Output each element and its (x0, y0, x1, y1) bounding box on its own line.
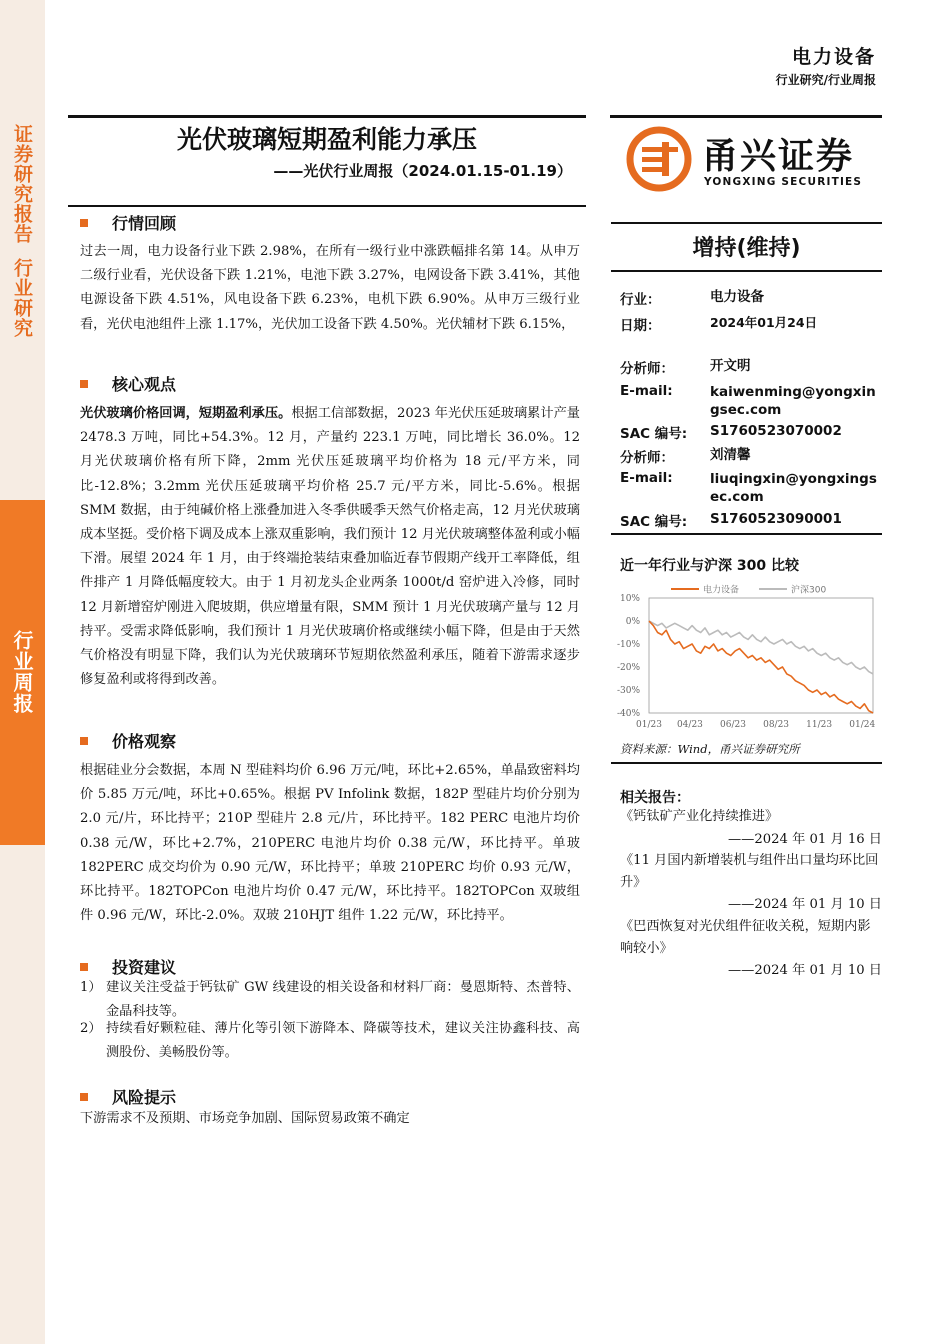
sidebar-label-research: 行业研究 (11, 258, 33, 338)
y-tick-label: -20% (616, 663, 640, 673)
legend-label: 电力设备 (703, 585, 740, 596)
chart-title: 近一年行业与沪深 300 比较 (620, 558, 799, 574)
bullet-icon (80, 219, 88, 227)
y-tick-label: 10% (619, 594, 640, 604)
logo-cn-text: 甬兴证券 (702, 136, 855, 177)
series-line-industry (649, 621, 873, 713)
price-paragraph: 根据硅业分会数据，本周 N 型硅料均价 6.96 万元/吨，环比+2.65%，单晶致密料均价 5.85 万元/吨，环比+0.65%。根据 PV Infolink 数据，182P 型硅片均价分别为 2.0 元/片，环比持平；210P 型硅片 2.8 元/片，环比持平。182 PERC 电池片均价 0.38 元/W，环比+2.7%，210PERC 电池片均价 0.38 元/W，环比持平。单玻 182PERC 成交均价为 0.90 元/W，环比持平；单玻 210PERC 均价 0.93 元/W，环比持平。182TOPCon 电池片均价 0.47 元/W，环比持平。182TOPCon 双玻组件 0.96 元/W，环比-2.0%。双玻 210HJT 组件 1.22 元/W，环比持平。 (80, 763, 580, 924)
x-tick-label: 11/23 (806, 720, 833, 730)
related-report-title: 《钙钛矿产业化持续推进》 (620, 809, 779, 824)
section-heading-risk (80, 1085, 176, 1108)
report-title: 光伏玻璃短期盈利能力承压 (176, 125, 477, 154)
sidebar (0, 0, 45, 1344)
sidebar-label-weekly: 行业周报 (10, 630, 34, 714)
meta-label: 分析师： (620, 361, 674, 377)
analyst-name: 开文明 (710, 358, 751, 374)
company-logo (626, 126, 876, 196)
meta-label: 日期： (620, 318, 661, 334)
section-heading-invest (80, 955, 176, 978)
meta-label: 分析师： (620, 450, 674, 466)
logo-mark-icon (626, 126, 692, 192)
section-heading-market (80, 211, 176, 234)
meta-label: E-mail: (620, 383, 673, 399)
analyst-email: liuqingxin@yongxingsec.com (710, 471, 877, 505)
x-tick-label: 01/24 (849, 720, 876, 730)
core-view-body: 根据工信部数据，2023 年光伏压延玻璃累计产量 2478.3 万吨，同比+54.3%。12 月，产量约 223.1 万吨，同比增长 36.0%。12 月光伏玻璃价格有所下降，2mm 光伏压延玻璃平均价格为 18 元/平方米，同比-12.8%；3.2mm 光伏压延玻璃平均价格 25.7 元/平方米，同比-5.6%。根据 SMM 数据，由于纯碱价格上涨叠加进入冬季供暖季天然气价格走高，12 月光伏玻璃成本坚挺。受价格下调及成本上涨双重影响，我们预计 12 月光伏玻璃整体盈利或小幅下滑。展望 2024 年 1 月，由于终端抢装结束叠加临近春节假期产线开工率降低，组件排产 1 月降低幅度较大。由于 1 月初龙头企业两条 1000t/d 窑炉进入冷修，同时 12 月新增窑炉刚进入爬坡期，供应增量有限，SMM 预计 1 月光伏玻璃产量与 12 月持平。受需求降低影响，我们预计 1 月光伏玻璃价格或继续小幅下降，但是由于天然气价格没有明显下降，我们认为光伏玻璃环节短期依然盈利承压，随着下游需求逐步修复盈利或将得到改善。 (80, 406, 580, 688)
section-heading-text: 价格观察 (112, 732, 177, 751)
analyst-sac: S1760523070002 (710, 423, 842, 439)
related-report-date: ——2024 年 01 月 16 日 (727, 832, 882, 847)
section-heading-text: 风险提示 (112, 1088, 177, 1107)
chart-source: 资料来源：Wind，甬兴证券研究所 (620, 742, 800, 756)
analyst-sac: S1760523090001 (710, 511, 842, 527)
bullet-icon (80, 963, 88, 971)
y-tick-label: 0% (625, 617, 640, 627)
invest-item-text: 持续看好颗粒硅、薄片化等引领下游降本、降碳等技术，建议关注协鑫科技、高测股份、美畅股份等。 (106, 1021, 580, 1061)
y-tick-label: -30% (616, 686, 640, 696)
sidebar-top (0, 0, 45, 500)
analyst-name: 刘清馨 (710, 447, 751, 463)
sidebar-orange-block (0, 500, 45, 845)
divider (68, 205, 586, 207)
invest-item-number: 2） (80, 1021, 102, 1036)
related-report-date: ——2024 年 01 月 10 日 (727, 897, 882, 912)
bullet-icon (80, 380, 88, 388)
related-report-title: 《11 月国内新增装机与组件出口量均环比回升》 (620, 853, 879, 890)
section-heading-text: 投资建议 (112, 958, 177, 977)
invest-item-number: 1） (80, 980, 102, 995)
risk-paragraph: 下游需求不及预期、市场竞争加剧、国际贸易政策不确定 (80, 1111, 410, 1126)
legend-label: 沪深300 (791, 585, 827, 596)
meta-value: 电力设备 (710, 289, 764, 305)
related-reports-title: 相关报告： (620, 790, 690, 806)
bullet-icon (80, 737, 88, 745)
divider (611, 762, 882, 764)
section-heading-core (80, 372, 176, 395)
bullet-icon (80, 1093, 88, 1101)
logo-en-text: YONGXING SECURITIES (704, 176, 863, 188)
divider (610, 115, 882, 118)
meta-label: SAC 编号: (620, 514, 688, 530)
divider (611, 533, 882, 535)
rating-box: 增持(维持) (611, 222, 882, 272)
section-heading-text: 行情回顾 (112, 214, 177, 233)
x-tick-label: 08/23 (763, 720, 790, 730)
invest-item (80, 1017, 580, 1065)
comparison-chart (611, 580, 882, 740)
header-category: 行业研究/行业周报 (775, 73, 876, 87)
x-tick-label: 04/23 (676, 720, 703, 730)
y-tick-label: -40% (616, 709, 640, 719)
header-industry: 电力设备 (791, 46, 876, 68)
chart-plot-frame (649, 598, 873, 713)
sidebar-label-report: 证券研究报告 (11, 124, 33, 244)
y-tick-label: -10% (616, 640, 640, 650)
core-view-paragraph (80, 402, 580, 692)
market-review-paragraph: 过去一周，电力设备行业下跌 2.98%，在所有一级行业中涨跌幅排名第 14。从申万二级行业看，光伏设备下跌 1.21%，电池下跌 3.27%，电网设备下跌 3.41%，其他电源设备下跌 4.51%，风电设备下跌 6.23%，电机下跌 6.90%。从申万三级行业看，光伏电池组件上涨 1.17%，光伏加工设备下跌 4.50%。光伏辅材下跌 6.15%， (80, 244, 580, 332)
related-report-date: ——2024 年 01 月 10 日 (727, 963, 882, 978)
analyst-email: kaiwenming@yongxingsec.com (710, 384, 876, 418)
meta-value: 2024年01月24日 (710, 315, 818, 330)
x-tick-label: 01/23 (636, 720, 662, 730)
section-heading-text: 核心观点 (112, 375, 177, 394)
section-heading-price (80, 729, 176, 752)
meta-label: SAC 编号: (620, 426, 688, 442)
related-report-title: 《巴西恢复对光伏组件征收关税，短期内影响较小》 (620, 919, 871, 956)
meta-label: 行业： (620, 292, 661, 308)
x-tick-label: 06/23 (720, 720, 746, 730)
report-subtitle: ——光伏行业周报（2024.01.15-01.19） (273, 162, 572, 180)
invest-item-text: 建议关注受益于钙钛矿 GW 线建设的相关设备和材料厂商：曼恩斯特、杰普特、金晶科技等。 (106, 980, 580, 1020)
core-view-lead: 光伏玻璃价格回调，短期盈利承压。 (80, 406, 292, 421)
meta-label: E-mail: (620, 470, 673, 486)
divider (68, 115, 586, 118)
